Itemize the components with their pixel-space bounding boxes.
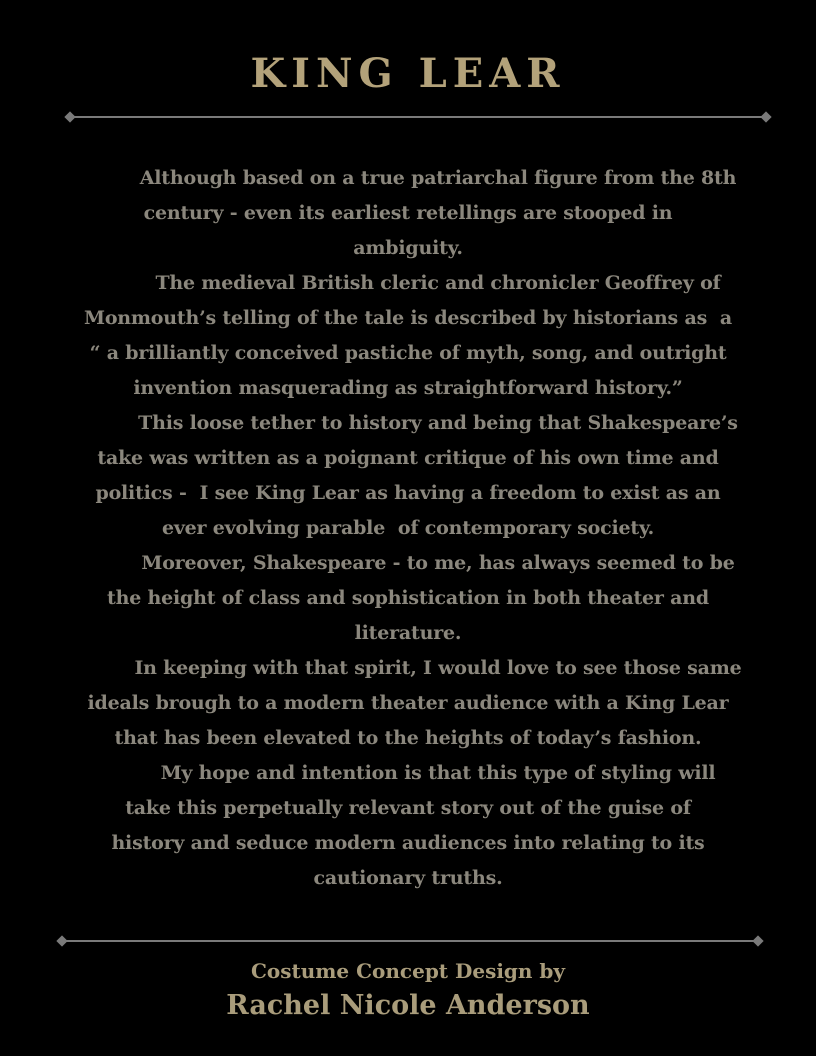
statement-line: that has been elevated to the heights of today’s fashion. — [114, 727, 702, 749]
divider-line — [64, 940, 756, 942]
top-divider — [64, 110, 772, 124]
statement-line: cautionary truths. — [313, 867, 503, 889]
designer-name: Rachel Nicole Anderson — [226, 990, 590, 1021]
statement-line: In keeping with that spirit, I would love to see those same — [134, 657, 742, 679]
statement-line: politics - I see King Lear as having a freedom to exist as an — [95, 482, 721, 504]
bottom-divider — [56, 934, 764, 948]
artist-statement — [60, 161, 756, 896]
statement-line: the height of class and sophistication in both theater and — [107, 587, 709, 609]
page-title: KING LEAR — [250, 50, 566, 97]
statement-line: Although based on a true patriarchal figure from the 8th — [139, 167, 737, 189]
divider-line — [72, 116, 764, 118]
statement-line: Moreover, Shakespeare - to me, has always seemed to be — [141, 552, 735, 574]
statement-line: ideals brough to a modern theater audience with a King Lear — [87, 692, 729, 714]
credit-label: Costume Concept Design by — [250, 959, 566, 983]
statement-line: ambiguity. — [353, 237, 463, 259]
statement-line: history and seduce modern audiences into relating to its — [111, 832, 705, 854]
statement-line: invention masquerading as straightforward history.” — [133, 377, 683, 399]
statement-line: My hope and intention is that this type of styling will — [160, 762, 716, 784]
statement-line: take this perpetually relevant story out of the guise of — [125, 797, 691, 819]
statement-line: take was written as a poignant critique of his own time and — [97, 447, 719, 469]
statement-line: Monmouth’s telling of the tale is described by historians as a — [83, 307, 733, 329]
divider-diamond-right — [760, 111, 771, 122]
statement-line: This loose tether to history and being that Shakespeare’s — [138, 412, 738, 434]
statement-line: “ a brilliantly conceived pastiche of myth, song, and outright — [89, 342, 727, 364]
divider-diamond-right — [752, 935, 763, 946]
statement-line: ever evolving parable of contemporary society. — [161, 517, 655, 539]
statement-line: literature. — [354, 622, 462, 644]
statement-line: century - even its earliest retellings are stooped in — [143, 202, 673, 224]
statement-line: The medieval British cleric and chronicler Geoffrey of — [155, 272, 721, 294]
